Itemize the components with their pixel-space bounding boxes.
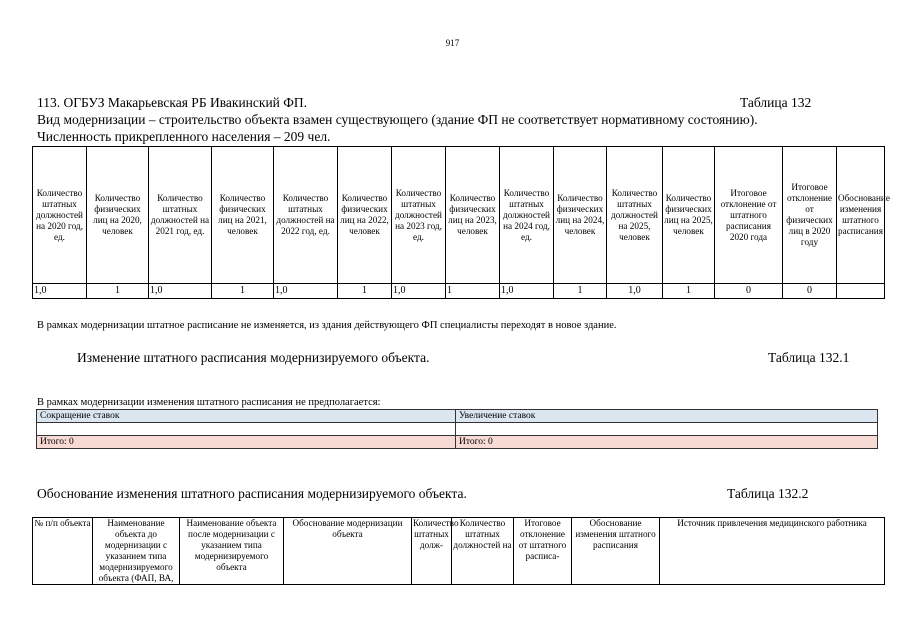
section2-title: Изменение штатного расписания модернизируемого объекта.	[77, 350, 430, 365]
header-cell: Количество физических лиц на 2021, человек	[212, 147, 274, 284]
modernization-type: Вид модернизации – строительство объекта взамен существующего (здание ФП не соответствует нормативному состоянию).	[37, 112, 758, 127]
value-cell: 1,0	[392, 284, 446, 299]
value-cell: 1	[212, 284, 274, 299]
rate-change-table	[36, 409, 878, 449]
header-cell: Наименование объекта после модернизации с указанием типа модернизируемого объекта	[180, 518, 284, 585]
table-header-row	[33, 147, 885, 284]
section3-title: Обоснование изменения штатного расписания модернизируемого объекта.	[37, 486, 467, 501]
header-cell: Количество штатных должностей на 2025, человек	[607, 147, 663, 284]
header-cell: Количество штатных должностей на	[452, 518, 514, 585]
org-title: 113. ОГБУЗ Макарьевская РБ Ивакинский ФП.	[37, 95, 308, 110]
table-header-row	[37, 410, 878, 423]
table-row	[33, 284, 885, 299]
value-cell: 1	[87, 284, 149, 299]
header-cell: Количество физических лиц на 2020, человек	[87, 147, 149, 284]
page-number: 917	[445, 38, 460, 48]
header-cell: Итоговое отклонение от физических лиц в 2020 году	[783, 147, 837, 284]
header-cell: Сокращение ставок	[37, 410, 456, 423]
table-label-132-1: Таблица 132.1	[768, 350, 850, 365]
value-cell: 1,0	[149, 284, 212, 299]
header-cell: Итоговое отклонение от штатного расписания 2020 года	[715, 147, 783, 284]
header-cell: Количество физических лиц на 2024, человек	[554, 147, 607, 284]
header-cell: Обоснование изменения штатного расписания	[837, 147, 885, 284]
staffing-table-132	[32, 146, 890, 299]
header-cell: Количество штатных должностей на 2024 год, ед.	[500, 147, 554, 284]
empty-cell	[37, 423, 456, 436]
header-cell: № п/п объекта	[33, 518, 93, 585]
table-label-132: Таблица 132	[740, 95, 812, 110]
header-cell: Количество физических лиц на 2025, человек	[663, 147, 715, 284]
staffing-note: В рамках модернизации штатное расписание не изменяется, из здания действующего ФП специалисты переходят в новое здание.	[37, 320, 617, 331]
value-cell: 0	[715, 284, 783, 299]
header-cell: Количество штатных должностей на 2023 год, ед.	[392, 147, 446, 284]
value-cell: 1	[446, 284, 500, 299]
value-cell: 1,0	[607, 284, 663, 299]
section2-note: В рамках модернизации изменения штатного расписания не предполагается:	[37, 397, 381, 408]
table-row	[37, 423, 878, 436]
empty-cell	[456, 423, 878, 436]
header-cell: Количество штатных должностей на 2022 год, ед.	[274, 147, 338, 284]
header-cell: Итоговое отклонение от штатного расписа-	[514, 518, 572, 585]
header-cell: Количество физических лиц на 2023, человек	[446, 147, 500, 284]
header-cell: Увеличение ставок	[456, 410, 878, 423]
value-cell: 1	[663, 284, 715, 299]
header-cell: Обоснование изменения штатного расписания	[572, 518, 660, 585]
header-cell: Количество штатных долж-	[412, 518, 452, 585]
header-cell: Количество физических лиц на 2022, человек	[338, 147, 392, 284]
value-cell: 1,0	[500, 284, 554, 299]
total-cell: Итого: 0	[37, 436, 456, 449]
value-cell: 0	[783, 284, 837, 299]
table-label-132-2: Таблица 132.2	[727, 486, 809, 501]
total-cell: Итого: 0	[456, 436, 878, 449]
value-cell	[837, 284, 885, 299]
value-cell: 1	[338, 284, 392, 299]
justification-table	[32, 517, 885, 585]
header-cell: Количество штатных должностей на 2021 год, ед.	[149, 147, 212, 284]
value-cell: 1,0	[33, 284, 87, 299]
value-cell: 1,0	[274, 284, 338, 299]
header-cell: Обоснование модернизации объекта	[284, 518, 412, 585]
header-cell: Количество штатных должностей на 2020 год, ед.	[33, 147, 87, 284]
total-row	[37, 436, 878, 449]
table-header-row	[33, 518, 885, 585]
header-cell: Источник привлечения медицинского работника	[660, 518, 885, 585]
header-cell: Наименование объекта до модернизации с указанием типа модернизируемого объекта (ФАП, ВА,	[93, 518, 180, 585]
value-cell: 1	[554, 284, 607, 299]
population-count: Численность прикрепленного населения – 209 чел.	[37, 129, 331, 144]
